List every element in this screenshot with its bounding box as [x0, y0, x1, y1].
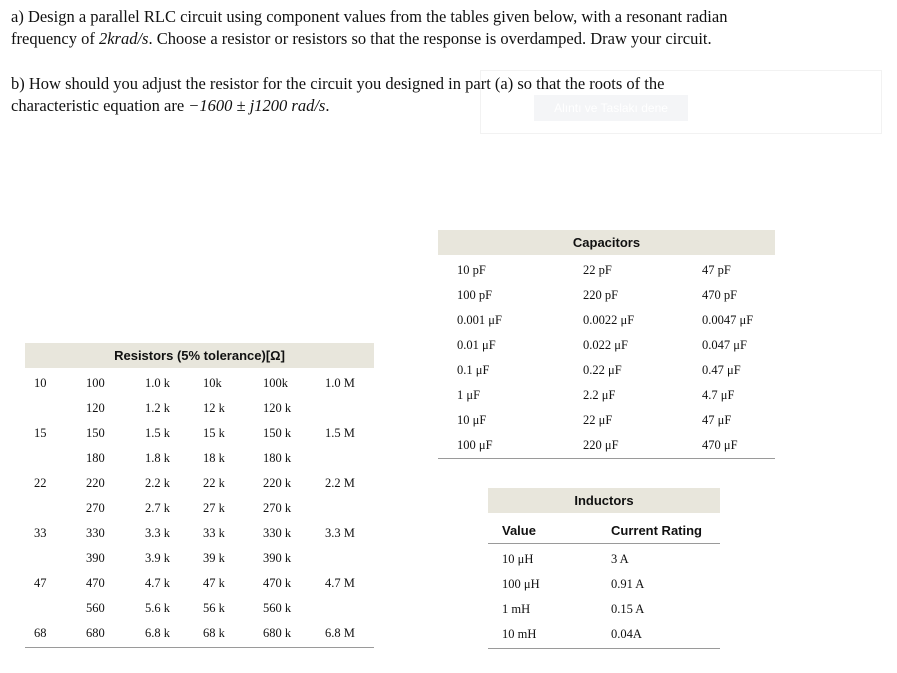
resistor-cell: 680 k: [263, 626, 292, 640]
capacitor-cell: 0.1 μF: [457, 363, 490, 377]
inductor-cell: 0.15 A: [611, 602, 645, 616]
resistor-cell: 4.7 M: [325, 576, 355, 590]
ghost-popup-button[interactable]: Alıntı ve Taslakı dene: [534, 95, 688, 121]
resistor-cell: 680: [86, 626, 105, 640]
resistor-cell: 15: [34, 426, 47, 440]
question-a-line2-pre: frequency of: [11, 29, 99, 48]
question-b-line2: [11, 95, 329, 117]
resistor-cell: 18 k: [203, 451, 225, 465]
resistors-table-title: Resistors (5% tolerance)[Ω]: [114, 348, 285, 363]
resistor-cell: 270: [86, 501, 105, 515]
capacitor-cell: 0.001 μF: [457, 313, 502, 327]
capacitor-cell: 2.2 μF: [583, 388, 616, 402]
resistor-cell: 180 k: [263, 451, 292, 465]
resistors-table-bottom-rule: [25, 647, 374, 648]
capacitor-cell: 10 μF: [457, 413, 487, 427]
resistor-cell: 470 k: [263, 576, 292, 590]
resistor-cell: 47: [34, 576, 47, 590]
resistor-cell: 3.9 k: [145, 551, 170, 565]
capacitor-cell: 0.22 μF: [583, 363, 622, 377]
capacitor-cell: 10 pF: [457, 263, 486, 277]
resistor-cell: 560 k: [263, 601, 292, 615]
inductor-cell: 1 mH: [502, 602, 531, 616]
capacitor-cell: 0.022 μF: [583, 338, 628, 352]
capacitor-cell: 47 μF: [702, 413, 732, 427]
resistor-cell: 150 k: [263, 426, 292, 440]
resistors-table-header: [25, 343, 374, 368]
resistor-cell: 120 k: [263, 401, 292, 415]
resistor-cell: 68 k: [203, 626, 225, 640]
resistor-cell: 6.8 M: [325, 626, 355, 640]
resistor-cell: 470: [86, 576, 105, 590]
capacitor-cell: 220 pF: [583, 288, 619, 302]
capacitor-cell: 22 pF: [583, 263, 612, 277]
inductor-cell: 3 A: [611, 552, 629, 566]
resistor-cell: 560: [86, 601, 105, 615]
capacitor-cell: 0.01 μF: [457, 338, 496, 352]
inductors-header-rule: [488, 543, 720, 544]
inductors-col-value: Value: [502, 523, 536, 538]
capacitor-cell: 470 μF: [702, 438, 738, 452]
resistor-cell: 5.6 k: [145, 601, 170, 615]
resistor-cell: 2.2 k: [145, 476, 170, 490]
resistor-cell: 22: [34, 476, 47, 490]
resistor-cell: 330 k: [263, 526, 292, 540]
inductor-cell: 10 mH: [502, 627, 537, 641]
capacitor-cell: 100 pF: [457, 288, 493, 302]
resistor-cell: 33 k: [203, 526, 225, 540]
resistor-cell: 68: [34, 626, 47, 640]
resistor-cell: 330: [86, 526, 105, 540]
inductor-cell: 100 μH: [502, 577, 540, 591]
inductors-table-title: Inductors: [574, 493, 634, 508]
question-b-line2-post: .: [325, 96, 330, 115]
resistor-cell: 2.2 M: [325, 476, 355, 490]
resistor-cell: 22 k: [203, 476, 225, 490]
question-b-math: −1600 ± j1200 rad/s: [188, 96, 326, 115]
capacitor-cell: 47 pF: [702, 263, 731, 277]
capacitors-table-bottom-rule: [438, 458, 775, 459]
question-a-line1: a) Design a parallel RLC circuit using component values from the tables given below, with a resonant radian: [11, 7, 728, 26]
resistor-cell: 4.7 k: [145, 576, 170, 590]
resistor-cell: 6.8 k: [145, 626, 170, 640]
question-a-line2-post: . Choose a resistor or resistors so that the response is overdamped. Draw your circuit.: [148, 29, 712, 48]
resistor-cell: 180: [86, 451, 105, 465]
resistor-cell: 12 k: [203, 401, 225, 415]
resistor-cell: 10: [34, 376, 47, 390]
inductor-cell: 10 μH: [502, 552, 534, 566]
capacitors-table-title: Capacitors: [572, 235, 641, 250]
resistor-cell: 1.0 k: [145, 376, 170, 390]
resistor-cell: 47 k: [203, 576, 225, 590]
capacitor-cell: 220 μF: [583, 438, 619, 452]
resistor-cell: 1.8 k: [145, 451, 170, 465]
question-a-math: 2krad/s: [98, 29, 149, 48]
capacitor-cell: 0.047 μF: [702, 338, 747, 352]
capacitor-cell: 4.7 μF: [702, 388, 735, 402]
capacitor-cell: 1 μF: [457, 388, 481, 402]
inductors-table-header: [488, 488, 720, 513]
resistor-cell: 120: [86, 401, 105, 415]
inductor-cell: 0.91 A: [611, 577, 645, 591]
resistor-cell: 390: [86, 551, 105, 565]
capacitor-cell: 470 pF: [702, 288, 738, 302]
capacitor-cell: 0.47 μF: [702, 363, 741, 377]
resistor-cell: 2.7 k: [145, 501, 170, 515]
question-b-line1: b) How should you adjust the resistor for the circuit you designed in part (a) so that the roots of the: [11, 74, 665, 93]
resistor-cell: 1.5 M: [325, 426, 355, 440]
capacitor-cell: 22 μF: [583, 413, 613, 427]
resistor-cell: 10k: [203, 376, 222, 390]
inductor-cell: 0.04A: [611, 627, 642, 641]
resistor-cell: 100k: [263, 376, 288, 390]
resistor-cell: 15 k: [203, 426, 225, 440]
resistor-cell: 390 k: [263, 551, 292, 565]
resistor-cell: 3.3 M: [325, 526, 355, 540]
resistor-cell: 220 k: [263, 476, 292, 490]
resistor-cell: 220: [86, 476, 105, 490]
resistor-cell: 3.3 k: [145, 526, 170, 540]
capacitor-cell: 0.0047 μF: [702, 313, 754, 327]
resistor-cell: 56 k: [203, 601, 225, 615]
resistor-cell: 1.0 M: [325, 376, 355, 390]
capacitors-table-header: [438, 230, 775, 255]
resistor-cell: 27 k: [203, 501, 225, 515]
resistor-cell: 1.2 k: [145, 401, 170, 415]
question-a-line2: [11, 28, 712, 50]
resistor-cell: 39 k: [203, 551, 225, 565]
question-b-line2-pre: characteristic equation are: [11, 96, 189, 115]
resistor-cell: 100: [86, 376, 105, 390]
resistor-cell: 33: [34, 526, 47, 540]
resistor-cell: 270 k: [263, 501, 292, 515]
inductors-col-rating: Current Rating: [611, 523, 702, 538]
capacitor-cell: 100 μF: [457, 438, 493, 452]
capacitor-cell: 0.0022 μF: [583, 313, 635, 327]
resistor-cell: 1.5 k: [145, 426, 170, 440]
inductors-table-bottom-rule: [488, 648, 720, 649]
resistor-cell: 150: [86, 426, 105, 440]
